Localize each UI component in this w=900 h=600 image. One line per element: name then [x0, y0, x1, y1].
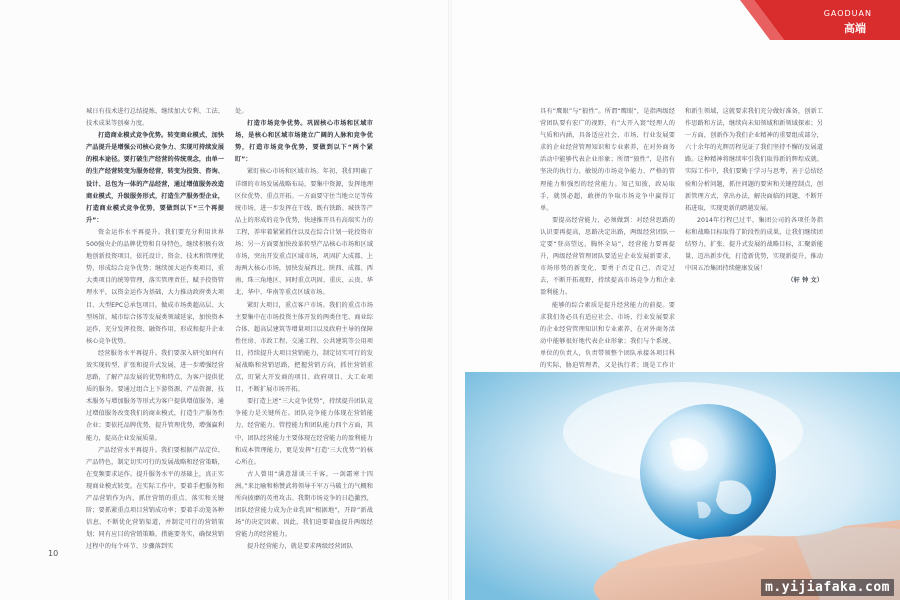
paragraph: 要打造上述“三大竞争优势”，持续提升团队竞争能力是关键所在。团队竞争能力体现在营销能力、经营能力、管控能力和团队能力四个方面，其中，团队经营能力主要体现在经营能力的盈利能力和成本管理能力，更是发挥“打造‘三大优势’”的核心所在。 — [235, 398, 373, 466]
paragraph: 提升经营能力，就是要求两级经营团队 — [247, 543, 354, 551]
paragraph: 城日有技术进行总结提炼，继续加大专利、工法、技术成果等创奏力度。 — [86, 108, 224, 128]
text-column-2 — [235, 106, 373, 553]
paragraph: 打造市场竞争优势。巩固核心市场和区域市场，是核心和区域市场建立广阔的人脉和竞争优势，打造市场竞争优势，要做到以下“两个紧盯”： — [235, 120, 373, 164]
page-number: 10 — [48, 549, 59, 558]
paragraph: 处。 — [235, 108, 248, 115]
paragraph: 打造商业模式竞争优势。转变商业模式，加快产品提升是增强公司核心竞争力、实现可持续发展的根本途径。要打破生产经营的传统观念，由单一的生产经营转变为服务经营，转变为投资、咨询、设计、总包为一体的产品经营，通过增值服务改造商业模式，升级服务形式，打造生产服务型企业，打造商业模式竞争优势，要做到以下“三个再提升”： — [86, 132, 224, 224]
paragraph: 和新生领域，这就要求我们充分做好准备，创新工作思路和方法，继续向未知领域和新领域探索；另一方面，创新作为我们企业精神的重要组成部分，六十余年的光辉历程见证了我们坚持不懈的发展道路。这种精神将继续牢引我们取得新的辉煌成就。实际工作中，我们要勤于学习与思考，善于总结经验和分析问题，抓住问题的要害和关键控制点，创新管理方式，拿出办法，解决面临的问题，不断开拓进取，实现更新的跨越发展。 — [685, 108, 823, 212]
watermark-text: m.yijiafaka.com — [761, 579, 894, 596]
paragraph: 要提高经营能力，必须做到：对经营思路的认识要再提高，思路决定出路，两级经营团队一定要“登高望远，胸怀全局”，经营能力要再提升，两级经营管理团队要适应企业发展新要求，市场形势的新变化，要勇于否定自己、否定过去，不断开拓视野，持续提高市场竞争力和企业盈利能力。 — [540, 216, 675, 297]
page-spine — [448, 0, 452, 600]
globe-in-hand-photo — [465, 372, 900, 600]
paragraph: 具有“鹰眼”与“狼性”。所谓“鹰眼”，是指两级经营团队要有宏广的视野，有“大开入寰”经理人的气质和内涵，具备适应社会、市场、行业发展要求的企业经营管理知识和专业素养，在对外商务活动中能够代表企业形象；所谓“狼性”，是指有坚决的执行力、敏锐的市场竞争能力、严格的管理能力和强烈的经营能力。知己知彼，政局取手，就别必超，敢拼的争取市场竞争中赢得订单。 — [540, 108, 675, 212]
paragraph: 能够的综合素质是提升经营能力的前提。要求我们务必具有适应社会、市场、行业发展要求的企业经营管理知识和专业素养，在对外商务活动中能够很好地代表企业形象；我们与个系统、单位的负责人，负责带领整个团队承接各项目科的实际，胁迫管理者，又是执行者；既是工作计 — [540, 301, 675, 369]
section-badge — [740, 0, 900, 40]
text-column-4 — [685, 106, 823, 287]
paragraph: 紧盯核心市场和区域市场。年初，我们明确了详细的市场发展战略布局，要集中资源，发挥地理区位优势、重点开拓。一方面要守住当地立足等传统市场，进一步发挥在干线、既有铁路、城铁等产品上的形成的竞争优势，快速推开具有高端实力的工程，养牢着紧紧抓住以及在综合计划一轮投资市场；另一方面要加快改革转型产品核心市场和区域市场，突出开发重点区域市场，巩固扩大成都、上海两大核心市场，加快发展西北、陕西、成都、西南、珠三角地区、同时重点巩固、重庆、云贵、华北、华中、华南等重点区域市场。 — [235, 168, 373, 297]
paragraph: 产品经营水平再提升。我们要根据产品定位、产品特色，制定切实可行的发展战略和经营策略，在变频要求运作。提升服务水平的基础上，真正实现商业模式转变。在实际工作中，要着手把服务和产品营销作为内，抓住营销的重点、落实和关键阶；要抓紧重点项目营销成功率；要着手动笼各种信息，不断优化营销渠道，并制定可行的营销策划；同有应目的营销策略，措施要务实，确保营销过程中的每个环节、步骤落到实 — [86, 446, 224, 551]
badge-english-label: GAODUAN — [823, 9, 872, 18]
paragraph: 资金运作水平再提升。我们要充分利用世界500强央企的品牌优势和自身特色，继续积极有效地创新投资项目，依托设计、资金、技术和管理优势，形成综合竞争优势；继续加大运作类项目，重大类项目的统筹管理，落实管理责任，赋予投资管理水平，以资金运作为基础，大力推动政府类大项目、大型EPC总承包项目。做成市场类超高层、大型场馆、城市综合体等发展类领域延家，加快资本运作，充分发挥投资、融资作用，形成和提升企业核心竞争优势。 — [86, 228, 224, 345]
paragraph: 古人曾用“满意甜谈三千客，一剑霜寒十四洲。”来比喻和称赞武将领导千军万马破土的气概和所向披靡的英勇攻击。我期市场竞争的日趋激烈，团队经营能力成为企业乳固“根据地”，开辟“新战场”的决定因素。因此，我们迫要着血提升两级经营能力的经营能力。 — [235, 470, 373, 539]
text-column-1 — [86, 106, 224, 553]
badge-chinese-label: 高端 — [844, 22, 866, 35]
paragraph: 紧盯大项目，重点客户市场。我们的重点市场主要集中在市场投资主体开发的两类住宅、商业综合体、超高层建筑等增量项目以及政府主导的保障性住房、市政工程、交通工程、公共建筑等公用项目，持续提升大项目营销能力，制定切实可行的发展战略和营销思路，把握营销方向，抓住营销重点，盯紧大开发商的项目、政府项目、大工业项目，不断扩展市场开拓。 — [235, 301, 373, 394]
paragraph: 2014年行程已过半，集团公司的各项任务指标和战略目标取得了阶段性的成果，让我们继续团结努力，扩张、提升式发展的战略目标，汇聚新能量，迈出新步伐，打造新优势，实现新提升，推动中国五冶集团持续健康发展！ — [685, 216, 823, 273]
paragraph: 经营服务水平再提升。我们要深入研究如何有效实现转型、扩张和提升式发展，进一步增强经营思路，了解产品发展的优势和特点，为客户提供优质的服务。要通过组合上下游资源、产品资源，技术服务与增加服务等形式为客户提供增值服务，通过增值服务改变我们的商业模式，打造生产服务性企业；要依托品牌优势，提升管理优势，增强赢利能力，提高企业发展质量。 — [86, 349, 224, 442]
author-signature: （轩 钟 文） — [787, 277, 823, 285]
